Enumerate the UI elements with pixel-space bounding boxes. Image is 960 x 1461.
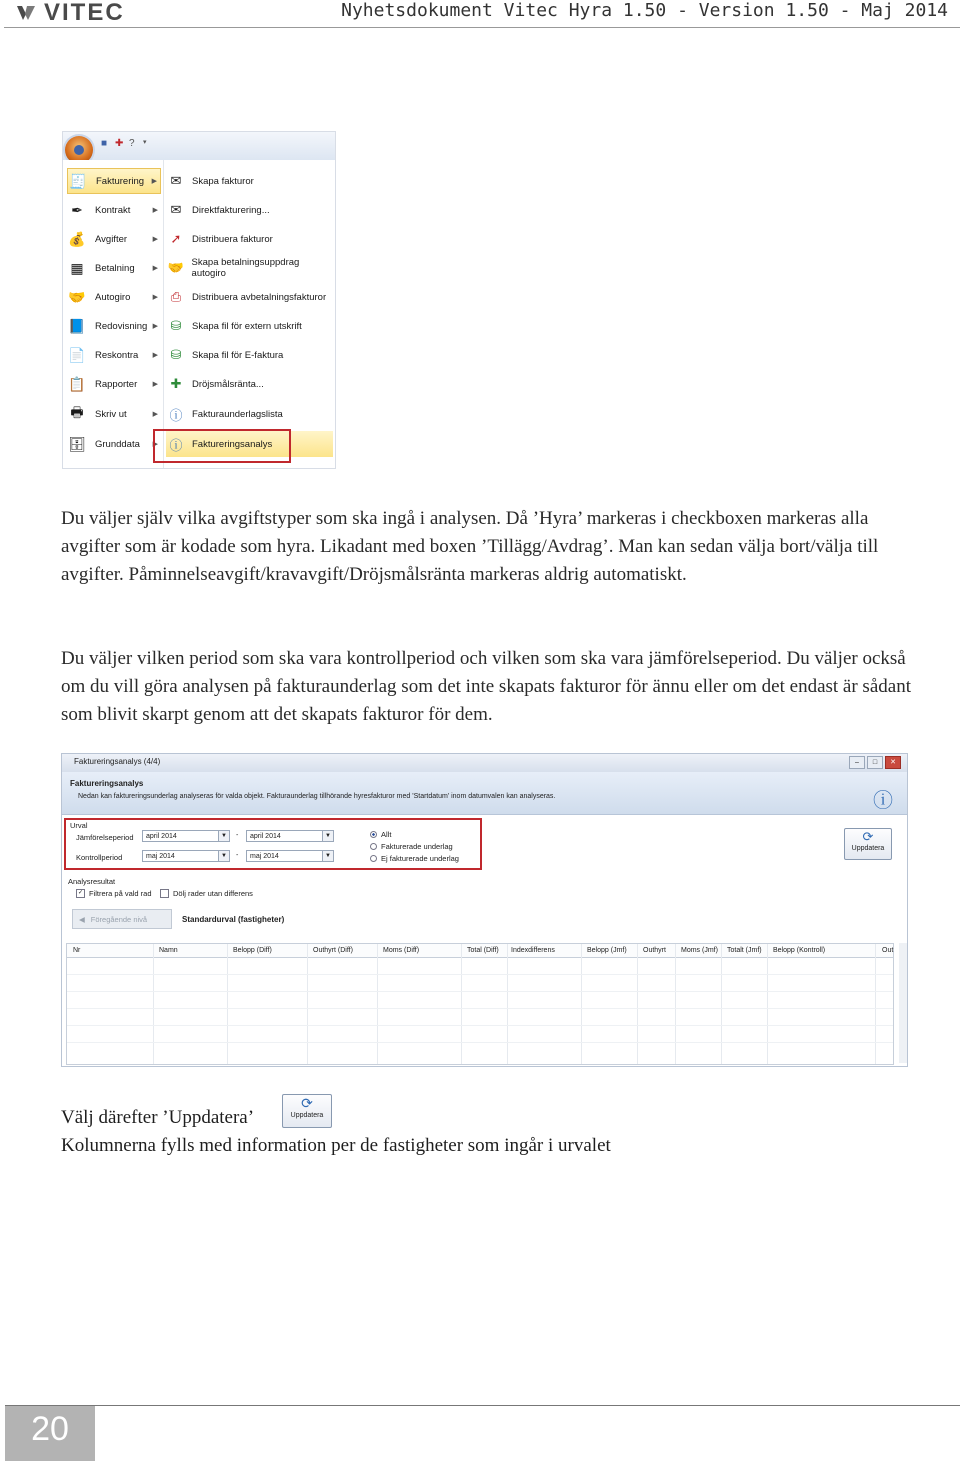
table-row [67, 991, 893, 992]
menu-drojsmalsranta[interactable] [166, 371, 333, 397]
radio-label: Fakturerade underlag [381, 842, 453, 851]
select-value: maj 2014 [146, 853, 175, 860]
menu-item-grunddata[interactable] [67, 431, 161, 457]
handshake-icon: 🤝 [68, 288, 86, 305]
column-separator [507, 944, 508, 1064]
column-header[interactable]: Namn [159, 947, 178, 954]
menu-item-label: Reskontra [95, 349, 139, 361]
menu-item-kontrakt[interactable] [67, 197, 161, 223]
paragraph-period: Du väljer vilken period som ska vara kontrollperiod och vilken som ska vara jämförelseperiod. Du väljer också om du vill göra analysen på fakturaunderlag som det inte skapats fakturor för ännu eller om det endast är sådant som blivit skarpt genom att det skapats fakturor för dem. [61, 648, 911, 725]
menu-item-label: Distribuera fakturor [192, 233, 273, 245]
column-separator [307, 944, 308, 1064]
refresh-icon: ⟳ [301, 1095, 313, 1111]
jamforelseperiod-label: Jämförelseperiod [76, 833, 134, 842]
grid-header [67, 944, 893, 958]
standard-selection-label: Standardurval (fastigheter) [182, 915, 285, 924]
back-arrow-icon: ◀ [79, 914, 85, 924]
efaktura-icon: ⛁ [170, 347, 182, 362]
column-header[interactable]: Outhyrt (Diff) [313, 947, 353, 954]
file-export-icon: ⛁ [170, 318, 182, 333]
column-header[interactable]: Belopp (Diff) [233, 947, 272, 954]
menu-item-label: Skriv ut [95, 408, 127, 420]
menu-left-pane [63, 160, 164, 468]
update-button-illustration [282, 1094, 332, 1128]
menu-item-label: Fakturaunderlagslista [192, 408, 283, 420]
refresh-icon: ⟳ [862, 829, 874, 844]
column-separator [461, 944, 462, 1064]
menu-item-autogiro[interactable] [67, 284, 161, 310]
column-separator [875, 944, 876, 1064]
menu-direktfakturering[interactable] [166, 197, 333, 223]
list-icon: ⓘ [169, 407, 183, 423]
checkbox-label: Dölj rader utan differens [173, 889, 253, 898]
distribute-icon: ➚ [170, 231, 182, 246]
select-value: april 2014 [146, 833, 177, 840]
menu-item-fakturering[interactable] [67, 168, 161, 194]
menu-item-label: Skapa fil för extern utskrift [192, 320, 302, 332]
column-separator [721, 944, 722, 1064]
save-icon[interactable]: ■ [101, 138, 108, 149]
highlight-box [153, 429, 291, 463]
table-row [67, 1025, 893, 1026]
report-icon: 📋 [68, 375, 86, 392]
vitec-logo [16, 2, 125, 24]
brand-name: VITEC [44, 0, 125, 26]
vertical-scrollbar[interactable] [899, 943, 907, 1063]
close-icon[interactable]: ✕ [885, 756, 901, 769]
analysis-window-screenshot [61, 753, 908, 1067]
page-header [0, 0, 960, 28]
column-header[interactable]: Belopp (Jmf) [587, 947, 627, 954]
column-separator [581, 944, 582, 1064]
menu-skapa-fil-efaktura[interactable] [166, 342, 333, 368]
chevron-right-icon: ▶ [152, 381, 158, 388]
paragraph-avgiftstyper: Du väljer själv vilka avgiftstyper som ska ingå i analysen. Då ’Hyra’ markeras i checkboxen markeras alla avgifter som är kodade som hyra. Likadant med boxen ’Tillägg/Avdrag’. Man kan sedan välja bort/välja till avgifter. Påminnelseavgift/kravavgift/Dröjsmålsränta markeras aldrig automatiskt. [61, 508, 879, 585]
column-header[interactable]: Outhyrt [643, 947, 666, 954]
menu-item-avgifter[interactable] [67, 226, 161, 252]
contract-icon: ✒ [71, 201, 83, 218]
instruction-columns: Kolumnerna fylls med information per de fastigheter som ingår i urvalet [61, 1135, 611, 1156]
radio-label: Allt [381, 830, 392, 839]
ledger-icon: 📄 [68, 346, 86, 363]
chevron-right-icon: ▶ [152, 207, 158, 214]
menu-item-reskontra[interactable] [67, 342, 161, 368]
menu-item-label: Fakturering [96, 175, 145, 187]
menu-distribuera-fakturor[interactable] [166, 226, 333, 252]
create-invoice-icon: ✉ [170, 173, 182, 188]
table-row [67, 974, 893, 975]
quick-access-bar [63, 132, 335, 160]
urval-title: Urval [70, 821, 88, 830]
select-value: april 2014 [250, 833, 281, 840]
database-icon: 🗄 [68, 435, 86, 452]
column-header[interactable]: Out [882, 947, 894, 954]
radio-label: Ej fakturerade underlag [381, 854, 459, 863]
menu-skapa-betalningsuppdrag[interactable] [166, 255, 333, 281]
results-grid[interactable] [66, 943, 894, 1065]
chevron-down-icon: ▼ [218, 831, 229, 841]
column-header[interactable]: Totalt (Jmf) [727, 947, 762, 954]
menu-screenshot [62, 131, 336, 469]
column-header[interactable]: Nr [73, 947, 81, 954]
menu-item-label: Distribuera avbetalningsfakturor [192, 291, 327, 303]
minimize-icon[interactable]: – [849, 756, 865, 769]
column-separator [675, 944, 676, 1064]
column-separator [227, 944, 228, 1064]
autogiro-icon: 🤝 [167, 260, 184, 275]
invoice-icon: 🧾 [69, 172, 87, 189]
window-header [62, 772, 907, 815]
column-separator [153, 944, 154, 1064]
previous-level-button[interactable] [72, 909, 172, 929]
installment-icon: ⎙ [170, 289, 182, 304]
checkbox[interactable]: ✓ [77, 890, 84, 896]
column-header[interactable]: Moms (Jmf) [681, 947, 718, 954]
checkbox[interactable] [160, 889, 169, 898]
footer-divider [5, 1405, 960, 1406]
chevron-down-icon: ▼ [322, 831, 333, 841]
direct-invoice-icon: ✉ [170, 202, 182, 217]
menu-item-label: Kontrakt [95, 204, 131, 216]
menu-distribuera-avbetalning[interactable] [166, 284, 333, 310]
highlight-box [64, 818, 482, 870]
chevron-right-icon: ▶ [152, 441, 158, 448]
menu-item-label: Rapporter [95, 378, 138, 390]
table-row [67, 1042, 893, 1043]
analysis-icon: ⓘ [169, 437, 183, 453]
payment-icon: ▦ [70, 259, 84, 276]
menu-item-label: Redovisning [95, 320, 148, 332]
book-icon: 📘 [68, 317, 86, 334]
update-button[interactable] [844, 828, 892, 860]
chevron-right-icon: ▶ [152, 236, 158, 243]
window-controls [849, 756, 901, 769]
column-header[interactable]: Indexdifferens [511, 947, 555, 954]
chevron-right-icon: ▶ [152, 352, 158, 359]
menu-item-skriv-ut[interactable] [67, 401, 161, 427]
chevron-down-icon: ▼ [218, 851, 229, 861]
help-icon[interactable]: ? [129, 138, 135, 149]
chevron-right-icon: ▶ [151, 178, 157, 185]
menu-item-betalning[interactable] [67, 255, 161, 281]
maximize-icon[interactable]: □ [867, 756, 883, 769]
document-title: Nyhetsdokument Vitec Hyra 1.50 - Version 1.50 - Maj 2014 [341, 0, 948, 21]
range-dash: - [236, 832, 239, 839]
chevron-right-icon: ▶ [152, 411, 158, 418]
column-separator [637, 944, 638, 1064]
range-dash: - [236, 852, 239, 859]
header-title: Faktureringsanalys [70, 779, 144, 788]
dropdown-icon[interactable]: ▾ [143, 139, 147, 146]
menu-item-label: Skapa betalningsuppdrag autogiro [191, 257, 300, 279]
menu-fakturaunderlagslista[interactable] [166, 401, 333, 427]
button-label: Föregående nivå [90, 914, 148, 924]
info-icon: ⓘ [873, 790, 893, 812]
header-description: Nedan kan faktureringsunderlag analyseras för valda objekt. Fakturaunderlag tillhörande hyresfakturor med 'Startdatum' inom datumvalen kan analyseras. [78, 793, 556, 800]
menu-item-label: Betalning [95, 262, 135, 274]
analysresultat-title: Analysresultat [68, 877, 116, 886]
column-header[interactable]: Belopp (Kontroll) [773, 947, 826, 954]
hide-rows-checkbox[interactable] [160, 889, 253, 898]
menu-right-pane [164, 160, 335, 468]
menu-item-rapporter[interactable] [67, 371, 161, 397]
vitec-logo-icon [16, 4, 36, 22]
column-header[interactable]: Moms (Diff) [383, 947, 420, 954]
table-row [67, 1008, 893, 1009]
menu-skapa-fil-extern[interactable] [166, 313, 333, 339]
button-label: Uppdatera [851, 845, 885, 852]
interest-icon: ✚ [170, 376, 182, 391]
column-separator [767, 944, 768, 1064]
header-divider [4, 27, 960, 28]
filter-checkbox[interactable] [76, 889, 152, 898]
lifebuoy-icon[interactable]: ✚ [115, 138, 124, 149]
window-title: Faktureringsanalys (4/4) [74, 757, 161, 766]
chevron-right-icon: ▶ [152, 265, 158, 272]
window-titlebar [62, 754, 907, 772]
button-label: Uppdatera [290, 1112, 324, 1119]
menu-item-label: Direktfakturering... [192, 204, 270, 216]
menu-item-label: Skapa fakturor [192, 175, 254, 187]
menu-item-label: Dröjsmålsränta... [192, 378, 264, 390]
chevron-right-icon: ▶ [152, 323, 158, 330]
menu-item-label: Avgifter [95, 233, 128, 245]
menu-item-label: Autogiro [95, 291, 131, 303]
menu-skapa-fakturor[interactable] [166, 168, 333, 194]
chevron-right-icon: ▶ [152, 294, 158, 301]
column-separator [377, 944, 378, 1064]
menu-item-label: Faktureringsanalys [192, 438, 273, 450]
chevron-down-icon: ▼ [322, 851, 333, 861]
printer-icon: 🖶 [70, 404, 84, 420]
select-value: maj 2014 [250, 853, 279, 860]
menu-item-label: Skapa fil för E-faktura [192, 349, 284, 361]
moneybag-icon: 💰 [68, 230, 86, 247]
page-number: 20 [31, 1410, 69, 1448]
instruction-update: Välj därefter ’Uppdatera’ [61, 1107, 255, 1128]
checkbox-label: Filtrera på vald rad [89, 889, 152, 898]
menu-item-redovisning[interactable] [67, 313, 161, 339]
column-header[interactable]: Total (Diff) [467, 947, 499, 954]
kontrollperiod-label: Kontrollperiod [76, 853, 123, 862]
menu-item-label: Grunddata [95, 438, 140, 450]
